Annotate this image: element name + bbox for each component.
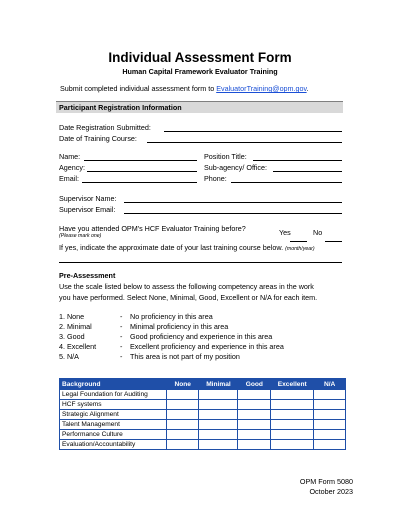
competency-label: Strategic Alignment <box>60 410 167 420</box>
rating-cell-excellent[interactable] <box>271 420 314 430</box>
table-row <box>60 390 346 400</box>
column-header-none: None <box>166 379 199 390</box>
form-number: OPM Form 5080 <box>299 477 353 486</box>
date-submitted-label: Date Registration Submitted: <box>59 123 151 132</box>
scale-dash: - <box>120 312 123 321</box>
submit-end: . <box>306 84 309 93</box>
form-title: Individual Assessment Form <box>108 50 292 65</box>
competency-label: Talent Management <box>60 420 167 430</box>
rating-cell-excellent[interactable] <box>271 440 314 450</box>
yes-label: Yes <box>279 228 291 237</box>
rating-cell-na[interactable] <box>314 440 346 450</box>
scale-description: No proficiency in this area <box>130 312 213 321</box>
rating-cell-good[interactable] <box>238 410 271 420</box>
date-course-label: Date of Training Course: <box>59 134 137 143</box>
rating-cell-minimal[interactable] <box>199 410 238 420</box>
column-header-na: N/A <box>314 379 346 390</box>
agency-field[interactable] <box>87 171 197 172</box>
no-checkbox-line[interactable] <box>325 241 342 242</box>
scale-label: 4. Excellent <box>59 342 97 351</box>
attended-question: Have you attended OPM's HCF Evaluator Training before? <box>59 224 246 233</box>
rating-cell-minimal[interactable] <box>199 400 238 410</box>
registration-section-title: Participant Registration Information <box>59 103 182 112</box>
phone-label: Phone: <box>204 174 227 183</box>
mark-one-hint: (Please mark one) <box>59 233 102 239</box>
scale-dash: - <box>120 332 123 341</box>
subagency-field[interactable] <box>273 171 342 172</box>
rating-cell-good[interactable] <box>238 400 271 410</box>
rating-cell-none[interactable] <box>166 420 199 430</box>
rating-cell-excellent[interactable] <box>271 390 314 400</box>
subagency-label: Sub-agency/ Office: <box>204 163 267 172</box>
competency-label: Evaluation/Accountability <box>60 440 167 450</box>
rating-cell-excellent[interactable] <box>271 400 314 410</box>
scale-dash: - <box>120 352 123 361</box>
form-date: October 2023 <box>309 487 353 496</box>
scale-label: 1. None <box>59 312 85 321</box>
rating-cell-na[interactable] <box>314 430 346 440</box>
if-yes-text: If yes, indicate the approximate date of your last training course below. <box>59 243 284 252</box>
if-yes-instructions <box>59 243 315 252</box>
scale-description: Minimal proficiency in this area <box>130 322 229 331</box>
name-field[interactable] <box>84 160 197 161</box>
rating-cell-minimal[interactable] <box>199 440 238 450</box>
column-header-good: Good <box>238 379 271 390</box>
pre-assessment-instructions-1: Use the scale listed below to assess the following competency areas in the work <box>59 282 314 291</box>
supervisor-name-label: Supervisor Name: <box>59 194 117 203</box>
scale-description: This area is not part of my position <box>130 352 240 361</box>
submit-text: Submit completed individual assessment form to <box>60 84 217 93</box>
column-header-excellent: Excellent <box>271 379 314 390</box>
table-header-row <box>60 379 346 390</box>
pre-assessment-title: Pre-Assessment <box>59 271 116 280</box>
rating-cell-good[interactable] <box>238 420 271 430</box>
rating-cell-na[interactable] <box>314 390 346 400</box>
rating-cell-none[interactable] <box>166 410 199 420</box>
supervisor-email-field[interactable] <box>124 213 342 214</box>
competency-label: HCF systems <box>60 400 167 410</box>
rating-cell-na[interactable] <box>314 420 346 430</box>
rating-cell-none[interactable] <box>166 430 199 440</box>
position-label: Position Title: <box>204 152 247 161</box>
date-course-field[interactable] <box>147 142 342 143</box>
rating-cell-na[interactable] <box>314 410 346 420</box>
column-header-minimal: Minimal <box>199 379 238 390</box>
yes-checkbox-line[interactable] <box>290 241 307 242</box>
competency-label: Legal Foundation for Auditing <box>60 390 167 400</box>
supervisor-email-label: Supervisor Email: <box>59 205 116 214</box>
pre-assessment-instructions-2: you have performed. Select None, Minimal, Good, Excellent or N/A for each item. <box>59 293 318 302</box>
scale-dash: - <box>120 342 123 351</box>
rating-cell-minimal[interactable] <box>199 420 238 430</box>
position-field[interactable] <box>253 160 342 161</box>
rating-cell-none[interactable] <box>166 400 199 410</box>
date-submitted-field[interactable] <box>164 131 342 132</box>
rating-cell-good[interactable] <box>238 390 271 400</box>
column-header-background: Background <box>60 379 167 390</box>
rating-cell-good[interactable] <box>238 440 271 450</box>
submit-email-link[interactable]: EvaluatorTraining@opm.gov <box>216 84 307 93</box>
rating-cell-excellent[interactable] <box>271 430 314 440</box>
scale-label: 5. N/A <box>59 352 79 361</box>
agency-label: Agency: <box>59 163 85 172</box>
scale-description: Excellent proficiency and experience in this area <box>130 342 284 351</box>
last-training-date-field[interactable] <box>59 262 342 263</box>
scale-description: Good proficiency and experience in this area <box>130 332 273 341</box>
rating-cell-excellent[interactable] <box>271 410 314 420</box>
scale-label: 3. Good <box>59 332 85 341</box>
scale-dash: - <box>120 322 123 331</box>
table-row <box>60 420 346 430</box>
email-field[interactable] <box>82 182 197 183</box>
rating-cell-minimal[interactable] <box>199 430 238 440</box>
phone-field[interactable] <box>231 182 342 183</box>
competency-table <box>59 378 346 450</box>
rating-cell-none[interactable] <box>166 440 199 450</box>
rating-cell-good[interactable] <box>238 430 271 440</box>
rating-cell-none[interactable] <box>166 390 199 400</box>
month-year-hint: (month/year) <box>285 246 315 252</box>
rating-cell-na[interactable] <box>314 400 346 410</box>
name-label: Name: <box>59 152 81 161</box>
competency-label: Performance Culture <box>60 430 167 440</box>
table-row <box>60 430 346 440</box>
rating-cell-minimal[interactable] <box>199 390 238 400</box>
table-row <box>60 410 346 420</box>
supervisor-name-field[interactable] <box>124 202 342 203</box>
scale-label: 2. Minimal <box>59 322 92 331</box>
table-row <box>60 440 346 450</box>
registration-section-header <box>56 101 343 113</box>
form-subtitle: Human Capital Framework Evaluator Training <box>122 67 278 76</box>
email-label: Email: <box>59 174 79 183</box>
table-row <box>60 400 346 410</box>
no-label: No <box>313 228 323 237</box>
submit-instructions <box>60 84 309 93</box>
